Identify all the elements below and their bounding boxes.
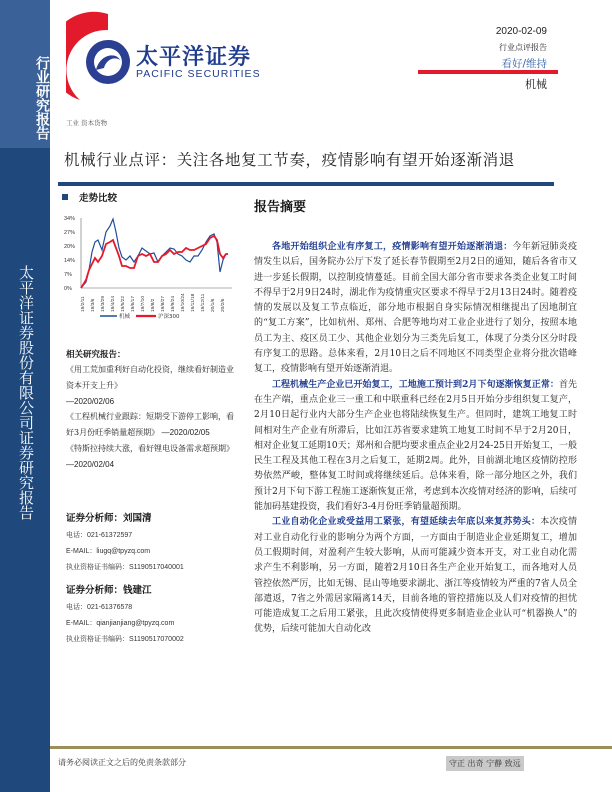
logo-name-en: PACIFIC SECURITIES: [136, 68, 261, 80]
analyst-email: [66, 546, 242, 556]
email-link[interactable]: liugq@tpyzq.com: [96, 548, 151, 555]
summary-body: [254, 240, 577, 638]
related-report-title[interactable]: 《工程机械行业跟踪：短期受下游停工影响，看好3月份旺季销量超预期》: [66, 412, 234, 438]
paragraph-body: 今年新冠肺炎疫情发生以后，国务院办公厅下发了延长春节假期至2月2日的通知，随后各省市又进一步延长假期，以控制疫情蔓延。目前全国大部分省市要求各类企业复工时间不得早于2月9日24时，湖北作为疫情重灾区要求不得早于2月13日24时。随着疫情的发展以及复工节点临近，部分地市根据自身实际情况相继提出了因地制宜的“复工方案”，比如杭州、郑州、合肥等地均对工业企业进行了划分，按照本地员工为主、疫区员工少、其他企业划分为三类先后复工，体现了分类分区分时段有序复工的思路。总体来看，2月10日之后不同地区不同类型企业将分批次错峰复工，疫情影响有望开始逐渐消退。: [254, 242, 577, 375]
report-date: 2020-02-09: [495, 26, 547, 37]
phone-label: 电话：: [66, 531, 87, 539]
summary-paragraph: [254, 240, 577, 378]
analyst-name: 证券分析师：钱建江: [66, 585, 152, 596]
paragraph-lead: 工业自动化企业或受益用工紧张，有望延续去年底以来复苏势头：: [272, 517, 541, 528]
svg-text:19/2/11: 19/2/11: [81, 296, 86, 312]
email-link[interactable]: qianjianjiang@tpyzq.com: [96, 620, 175, 627]
analyst-cert: [66, 634, 242, 644]
summary-paragraph: [254, 378, 577, 516]
related-report-title[interactable]: 《用工荒加重利好自动化投资，继续看好制造业资本开支上升》: [66, 365, 234, 390]
footer-divider: [50, 746, 612, 749]
y-tick-20: 20%: [64, 244, 76, 250]
svg-text:19/8/2: 19/8/2: [151, 298, 156, 312]
related-reports-heading: 相关研究报告：: [66, 350, 126, 360]
chart-legend: [100, 312, 180, 320]
email-label: E-MAIL：: [66, 620, 97, 627]
page-title: 机械行业点评：关注各地复工节奏，疫情影响有望开始逐渐消退: [64, 151, 515, 169]
paragraph-lead: 工程机械生产企业已开始复工，工地施工预计到2月下旬逐渐恢复正常：: [272, 379, 559, 390]
title-divider: [58, 182, 554, 186]
sector-label: 机械: [525, 78, 547, 91]
rating-label: 看好/维持: [501, 58, 547, 70]
svg-text:19/10/24: 19/10/24: [181, 293, 186, 312]
svg-text:19/7/10: 19/7/10: [141, 295, 146, 312]
svg-text:19/12/11: 19/12/11: [201, 293, 206, 312]
trend-chart: [62, 212, 240, 330]
paragraph-body: 首先在生产端，重点企业三一重工和中联重科已经在2月5日开始分步组织复工复产，2月10日起行业内大部分生产企业也将陆续恢复生产。但同时，建筑工地复工时间相对生产企业有所滞后，比如江苏省要求建筑工地复工时间不早于2月20日，相对企业复工延期10天；郑州和合肥均要求重点企业2月24-25日开始复工，一般民生工程及其他工程在3月之后复工，延期2周。此外，目前湖北地区疫情防控形势依然严峻，整体复工时间或将继续延后。总体来看，除一部分地区之外，我们预计2月下旬下游工程施工逐渐恢复正常，考虑到本次疫情对经济的影响，后续可能加码基建投资，我们看好3-4月份旺季销量超预期。: [254, 379, 577, 513]
cert-label: 执业资格证书编码：: [66, 635, 129, 643]
phone-value: 021-61376578: [87, 604, 133, 611]
svg-text:19/6/17: 19/6/17: [131, 295, 136, 312]
cert-value: S1190517040001: [129, 564, 184, 571]
related-report-date: —2020/02/06: [66, 396, 115, 406]
svg-text:20/1/6: 20/1/6: [211, 298, 216, 312]
logo-mark-icon: [66, 10, 136, 102]
square-bullet-icon: [62, 194, 68, 200]
svg-text:19/3/6: 19/3/6: [91, 298, 96, 312]
related-report-item[interactable]: [66, 409, 236, 441]
analyst-phone: [66, 530, 242, 540]
breadcrumb: 工业 资本货物: [66, 119, 108, 127]
analyst-card: [66, 510, 242, 572]
trend-heading-text: 走势比较: [79, 193, 118, 204]
paragraph-body: 本次疫情对工业自动化行业的影响分为两个方面，一方面由于制造业企业延期复工，增加员工假期时间，对盈利产生较大影响，从而可能减少资本开支，对工业自动化需求产生不利影响，另一方面，随着2月10日各生产企业开始复工，而各地对人员管控依然严厉，比如无锡、昆山等地要求湖北、浙江等疫情较为严重的7省人员全部遣返，7省之外需居家隔离14天，目前各地的管控措施以及人们对疫情的担忧可能造成复工之后用工紧张，且此次疫情使得更多制造业企业认可“机器换人”的优势，后续可能加大自动化改: [254, 517, 577, 635]
svg-text:19/9/24: 19/9/24: [171, 295, 176, 312]
svg-text:19/4/24: 19/4/24: [111, 295, 116, 312]
email-label: E-MAIL：: [66, 548, 97, 555]
summary-paragraph: [254, 515, 577, 637]
svg-text:19/8/27: 19/8/27: [161, 295, 166, 312]
analyst-email: [66, 618, 242, 628]
svg-text:19/3/29: 19/3/29: [101, 295, 106, 312]
y-tick-14: 14%: [64, 258, 76, 264]
trend-heading: [62, 190, 117, 204]
analyst-card: [66, 582, 242, 644]
summary-heading: 报告摘要: [254, 200, 307, 215]
y-tick-7: 7%: [64, 272, 72, 278]
y-tick-27: 27%: [64, 230, 76, 236]
y-tick-34: 34%: [64, 216, 76, 222]
svg-text:机械: 机械: [119, 314, 131, 320]
report-type: 行业点评报告: [499, 43, 547, 52]
related-report-date: —2020/02/05: [161, 428, 210, 438]
analyst-cert: [66, 562, 242, 572]
logo-name-cn: 太平洋证券: [136, 45, 252, 70]
related-reports-list: [66, 362, 236, 473]
related-report-date: —2020/02/04: [66, 459, 115, 469]
header-accent-rule: [418, 70, 558, 74]
paragraph-lead: 各地开始组织企业有序复工，疫情影响有望开始逐渐消退：: [272, 242, 513, 252]
svg-text:20/2/6: 20/2/6: [221, 298, 226, 312]
cert-label: 执业资格证书编码：: [66, 563, 129, 571]
x-tick-labels: [80, 293, 226, 312]
sidebar-company-label: 太平洋证券股份有限公司证券研究报告: [17, 264, 35, 520]
footer-motto: 守正 出奇 宁静 致远: [446, 756, 524, 771]
related-report-item[interactable]: [66, 441, 236, 473]
sidebar-report-category: 行业研究报告: [34, 56, 50, 140]
svg-text:沪深300: 沪深300: [158, 314, 180, 320]
cert-value: S1190517070002: [129, 636, 184, 643]
related-report-title[interactable]: 《特斯拉持续大涨，看好锂电设备需求超预期》: [66, 443, 234, 453]
svg-text:19/5/22: 19/5/22: [121, 295, 126, 312]
phone-label: 电话：: [66, 603, 87, 611]
analyst-phone: [66, 602, 242, 612]
phone-value: 021-61372597: [87, 532, 133, 539]
related-report-item[interactable]: [66, 362, 236, 409]
analyst-name: 证券分析师：刘国清: [66, 513, 152, 524]
footer-disclaimer: 请务必阅读正文之后的免责条款部分: [58, 758, 186, 767]
svg-text:19/11/18: 19/11/18: [191, 293, 196, 312]
y-tick-0: 0%: [64, 286, 72, 292]
